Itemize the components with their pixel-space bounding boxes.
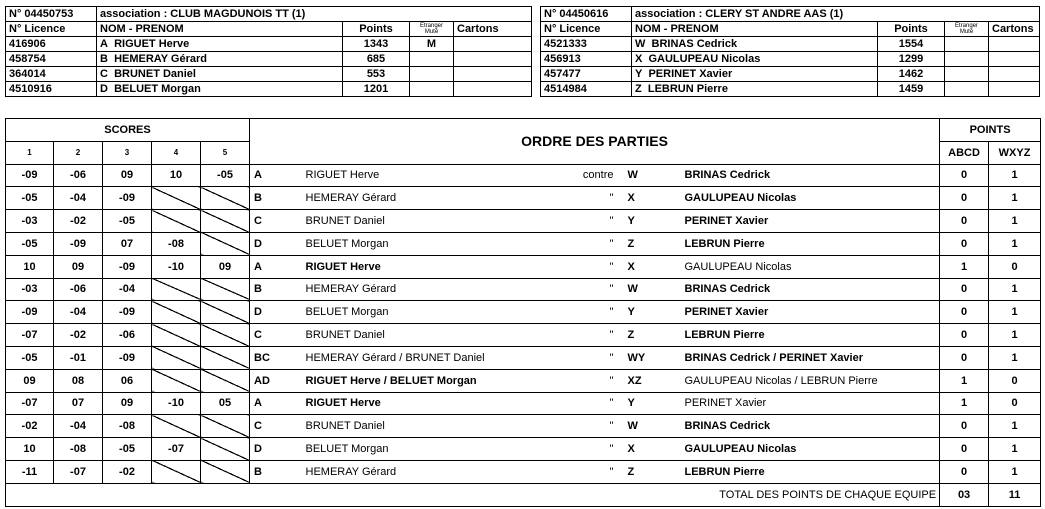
player-mute [945, 52, 989, 67]
player-letter: D [100, 83, 108, 95]
match-table [5, 118, 1041, 507]
points-col-abcd: ABCD [940, 141, 989, 164]
score-cell: -02 [54, 324, 103, 347]
left-player: RIGUET Herve [302, 255, 526, 278]
right-player: LEBRUN Pierre [681, 324, 940, 347]
match-row [6, 460, 1041, 483]
versus: " [526, 438, 624, 461]
set-number: 1 [6, 141, 54, 164]
player-mute [410, 52, 454, 67]
score-cell: -05 [103, 438, 152, 461]
player-points: 1201 [343, 82, 410, 97]
right-letters: W [624, 278, 681, 301]
player-row [6, 52, 532, 67]
versus: " [526, 255, 624, 278]
points-wxyz: 0 [989, 392, 1041, 415]
versus: " [526, 460, 624, 483]
player-mute [410, 67, 454, 82]
right-letters: Y [624, 210, 681, 233]
header-cartons: Cartons [989, 22, 1040, 37]
header-cartons: Cartons [454, 22, 532, 37]
points-abcd: 0 [940, 346, 989, 369]
right-player: GAULUPEAU Nicolas / LEBRUN Pierre [681, 369, 940, 392]
right-letters: Y [624, 301, 681, 324]
score-empty [201, 278, 250, 301]
score-empty [152, 301, 201, 324]
score-empty [201, 346, 250, 369]
score-cell: -07 [54, 460, 103, 483]
score-cell: 09 [201, 255, 250, 278]
order-header: ORDRE DES PARTIES [250, 119, 940, 165]
score-empty [201, 210, 250, 233]
left-player: BRUNET Daniel [302, 324, 526, 347]
right-letters: W [624, 164, 681, 187]
score-cell: -09 [103, 255, 152, 278]
right-letters: X [624, 187, 681, 210]
score-cell: -04 [54, 301, 103, 324]
points-abcd: 0 [940, 324, 989, 347]
right-letters: XZ [624, 369, 681, 392]
score-cell: -09 [103, 187, 152, 210]
total-abcd: 03 [940, 483, 989, 506]
player-cartons [989, 82, 1040, 97]
player-letter: Z [635, 83, 642, 95]
left-letters: B [250, 460, 302, 483]
right-player: GAULUPEAU Nicolas [681, 438, 940, 461]
player-mute [945, 37, 989, 52]
points-wxyz: 1 [989, 187, 1041, 210]
score-cell: 08 [54, 369, 103, 392]
score-cell: 10 [6, 255, 54, 278]
score-cell: -02 [103, 460, 152, 483]
points-abcd: 0 [940, 232, 989, 255]
score-empty [152, 210, 201, 233]
points-wxyz: 1 [989, 346, 1041, 369]
player-licence: 4521333 [541, 37, 632, 52]
right-letters: X [624, 438, 681, 461]
header-points: Points [878, 22, 945, 37]
points-abcd: 1 [940, 392, 989, 415]
score-cell: -09 [6, 301, 54, 324]
score-cell: 07 [103, 232, 152, 255]
score-empty [201, 438, 250, 461]
player-name-cell [97, 52, 343, 67]
score-cell: -01 [54, 346, 103, 369]
left-letters: C [250, 324, 302, 347]
left-player: BRUNET Daniel [302, 415, 526, 438]
score-cell: 09 [54, 255, 103, 278]
score-cell: -07 [152, 438, 201, 461]
player-cartons [454, 37, 532, 52]
score-cell: -03 [6, 210, 54, 233]
scores-header: SCORES [6, 119, 250, 142]
score-empty [152, 415, 201, 438]
player-mute [945, 67, 989, 82]
player-cartons [454, 52, 532, 67]
versus: " [526, 232, 624, 255]
match-row [6, 187, 1041, 210]
player-name: BRINAS Cedrick [651, 38, 738, 50]
points-abcd: 0 [940, 415, 989, 438]
team-left-table [5, 6, 532, 97]
player-letter: Y [635, 68, 643, 80]
score-cell: -04 [103, 278, 152, 301]
player-points: 1343 [343, 37, 410, 52]
points-wxyz: 1 [989, 438, 1041, 461]
team-association: association : CLUB MAGDUNOIS TT (1) [97, 7, 532, 22]
left-letters: A [250, 392, 302, 415]
score-empty [201, 232, 250, 255]
player-licence: 458754 [6, 52, 97, 67]
header-etranger-mute: Etranger Muté [945, 22, 989, 37]
versus: " [526, 415, 624, 438]
header-name: NOM - PRENOM [97, 22, 343, 37]
right-player: LEBRUN Pierre [681, 232, 940, 255]
score-cell: 07 [54, 392, 103, 415]
left-letters: B [250, 187, 302, 210]
points-wxyz: 0 [989, 255, 1041, 278]
score-cell: 10 [6, 438, 54, 461]
left-letters: AD [250, 369, 302, 392]
right-letters: Z [624, 232, 681, 255]
points-abcd: 1 [940, 369, 989, 392]
match-row [6, 164, 1041, 187]
score-cell: 09 [103, 392, 152, 415]
score-cell: -09 [6, 164, 54, 187]
score-cell: -06 [54, 164, 103, 187]
player-name-cell [632, 52, 878, 67]
player-cartons [989, 67, 1040, 82]
score-cell: -07 [6, 324, 54, 347]
match-row [6, 438, 1041, 461]
player-name: BRUNET Daniel [114, 68, 196, 80]
player-name-cell [632, 82, 878, 97]
score-empty [152, 187, 201, 210]
team-right-table [540, 6, 1040, 97]
left-letters: D [250, 438, 302, 461]
versus: " [526, 210, 624, 233]
score-empty [152, 278, 201, 301]
right-letters: WY [624, 346, 681, 369]
player-licence: 456913 [541, 52, 632, 67]
score-cell: -05 [6, 346, 54, 369]
score-cell: -06 [103, 324, 152, 347]
set-number: 3 [103, 141, 152, 164]
score-cell: -04 [54, 415, 103, 438]
player-licence: 457477 [541, 67, 632, 82]
score-empty [201, 460, 250, 483]
score-cell: -10 [152, 255, 201, 278]
match-row [6, 324, 1041, 347]
score-cell: -09 [54, 232, 103, 255]
versus: " [526, 278, 624, 301]
team-number: N° 04450753 [6, 7, 97, 22]
score-empty [201, 415, 250, 438]
score-cell: -07 [6, 392, 54, 415]
score-empty [152, 460, 201, 483]
left-player: BELUET Morgan [302, 438, 526, 461]
left-player: BRUNET Daniel [302, 210, 526, 233]
player-row [541, 82, 1040, 97]
score-empty [152, 369, 201, 392]
score-cell: 09 [6, 369, 54, 392]
left-letters: C [250, 415, 302, 438]
player-row [541, 52, 1040, 67]
left-letters: D [250, 232, 302, 255]
set-number: 5 [201, 141, 250, 164]
player-letter: X [635, 53, 643, 65]
player-row [6, 82, 532, 97]
score-empty [152, 324, 201, 347]
player-cartons [989, 52, 1040, 67]
points-abcd: 0 [940, 210, 989, 233]
points-wxyz: 1 [989, 415, 1041, 438]
score-cell: -05 [103, 210, 152, 233]
match-row [6, 392, 1041, 415]
points-wxyz: 1 [989, 324, 1041, 347]
points-wxyz: 1 [989, 232, 1041, 255]
total-wxyz: 11 [989, 483, 1041, 506]
right-player: PERINET Xavier [681, 301, 940, 324]
points-abcd: 0 [940, 301, 989, 324]
player-points: 553 [343, 67, 410, 82]
player-name-cell [632, 67, 878, 82]
right-player: LEBRUN Pierre [681, 460, 940, 483]
player-licence: 4510916 [6, 82, 97, 97]
versus: " [526, 301, 624, 324]
score-empty [201, 369, 250, 392]
score-empty [201, 301, 250, 324]
player-points: 685 [343, 52, 410, 67]
player-cartons [454, 82, 532, 97]
points-wxyz: 1 [989, 278, 1041, 301]
player-name: LEBRUN Pierre [647, 83, 728, 95]
player-row [6, 67, 532, 82]
header-licence: N° Licence [541, 22, 632, 37]
header-points: Points [343, 22, 410, 37]
player-name: BELUET Morgan [114, 83, 201, 95]
right-letters: Y [624, 392, 681, 415]
left-player: RIGUET Herve [302, 392, 526, 415]
left-letters: C [250, 210, 302, 233]
points-abcd: 0 [940, 187, 989, 210]
score-cell: -03 [6, 278, 54, 301]
player-row [541, 37, 1040, 52]
left-player: HEMERAY Gérard [302, 187, 526, 210]
points-wxyz: 1 [989, 301, 1041, 324]
header-etranger-mute: Etranger Muté [410, 22, 454, 37]
header-licence: N° Licence [6, 22, 97, 37]
right-player: BRINAS Cedrick [681, 415, 940, 438]
score-cell: -08 [103, 415, 152, 438]
right-letters: X [624, 255, 681, 278]
player-licence: 4514984 [541, 82, 632, 97]
set-number: 4 [152, 141, 201, 164]
left-player: HEMERAY Gérard [302, 278, 526, 301]
score-cell: -08 [152, 232, 201, 255]
score-cell: -05 [6, 187, 54, 210]
score-cell: 10 [152, 164, 201, 187]
match-row [6, 346, 1041, 369]
left-player: HEMERAY Gérard / BRUNET Daniel [302, 346, 526, 369]
left-letters: D [250, 301, 302, 324]
right-player: PERINET Xavier [681, 210, 940, 233]
player-name-cell [97, 37, 343, 52]
score-cell: -05 [201, 164, 250, 187]
points-wxyz: 1 [989, 460, 1041, 483]
points-abcd: 0 [940, 460, 989, 483]
match-row [6, 369, 1041, 392]
match-row [6, 415, 1041, 438]
points-header: POINTS [940, 119, 1041, 142]
header-name: NOM - PRENOM [632, 22, 878, 37]
player-letter: W [635, 38, 646, 50]
player-licence: 364014 [6, 67, 97, 82]
right-letters: W [624, 415, 681, 438]
player-name: RIGUET Herve [114, 38, 190, 50]
player-name: PERINET Xavier [648, 68, 733, 80]
right-player: BRINAS Cedrick / PERINET Xavier [681, 346, 940, 369]
versus: " [526, 346, 624, 369]
points-abcd: 0 [940, 438, 989, 461]
score-empty [201, 187, 250, 210]
player-licence: 416906 [6, 37, 97, 52]
match-row [6, 232, 1041, 255]
score-cell: 05 [201, 392, 250, 415]
player-mute [945, 82, 989, 97]
score-cell: -04 [54, 187, 103, 210]
match-row [6, 301, 1041, 324]
player-points: 1299 [878, 52, 945, 67]
left-letters: B [250, 278, 302, 301]
left-player: HEMERAY Gérard [302, 460, 526, 483]
right-player: GAULUPEAU Nicolas [681, 187, 940, 210]
right-player: BRINAS Cedrick [681, 164, 940, 187]
right-letters: Z [624, 460, 681, 483]
score-cell: 06 [103, 369, 152, 392]
score-cell: -09 [103, 301, 152, 324]
player-name-cell [632, 37, 878, 52]
player-letter: A [100, 38, 108, 50]
points-abcd: 1 [940, 255, 989, 278]
team-association: association : CLERY ST ANDRE AAS (1) [632, 7, 1040, 22]
left-player: BELUET Morgan [302, 301, 526, 324]
score-cell: -11 [6, 460, 54, 483]
points-abcd: 0 [940, 278, 989, 301]
left-player: BELUET Morgan [302, 232, 526, 255]
versus: contre [526, 164, 624, 187]
player-name-cell [97, 67, 343, 82]
score-cell: -09 [103, 346, 152, 369]
player-points: 1459 [878, 82, 945, 97]
points-wxyz: 1 [989, 210, 1041, 233]
score-cell: -10 [152, 392, 201, 415]
match-row [6, 278, 1041, 301]
left-letters: A [250, 255, 302, 278]
player-letter: B [100, 53, 108, 65]
player-cartons [454, 67, 532, 82]
player-points: 1462 [878, 67, 945, 82]
versus: " [526, 324, 624, 347]
right-letters: Z [624, 324, 681, 347]
left-letters: BC [250, 346, 302, 369]
match-row [6, 255, 1041, 278]
match-row [6, 210, 1041, 233]
total-label: TOTAL DES POINTS DE CHAQUE EQUIPE [6, 483, 940, 506]
player-row [541, 67, 1040, 82]
left-player: RIGUET Herve [302, 164, 526, 187]
player-name: HEMERAY Gérard [114, 53, 208, 65]
versus: " [526, 187, 624, 210]
player-row [6, 37, 532, 52]
versus: " [526, 392, 624, 415]
right-player: BRINAS Cedrick [681, 278, 940, 301]
team-number: N° 04450616 [541, 7, 632, 22]
player-name: GAULUPEAU Nicolas [648, 53, 761, 65]
versus: " [526, 369, 624, 392]
player-letter: C [100, 68, 108, 80]
player-mute: M [410, 37, 454, 52]
right-player: GAULUPEAU Nicolas [681, 255, 940, 278]
score-cell: -06 [54, 278, 103, 301]
score-cell: -02 [54, 210, 103, 233]
player-name-cell [97, 82, 343, 97]
points-col-wxyz: WXYZ [989, 141, 1041, 164]
player-mute [410, 82, 454, 97]
score-cell: -05 [6, 232, 54, 255]
set-number: 2 [54, 141, 103, 164]
score-empty [201, 324, 250, 347]
score-cell: -02 [6, 415, 54, 438]
left-player: RIGUET Herve / BELUET Morgan [302, 369, 526, 392]
score-cell: 09 [103, 164, 152, 187]
score-empty [152, 346, 201, 369]
points-wxyz: 0 [989, 369, 1041, 392]
points-abcd: 0 [940, 164, 989, 187]
right-player: PERINET Xavier [681, 392, 940, 415]
score-cell: -08 [54, 438, 103, 461]
points-wxyz: 1 [989, 164, 1041, 187]
player-points: 1554 [878, 37, 945, 52]
left-letters: A [250, 164, 302, 187]
player-cartons [989, 37, 1040, 52]
